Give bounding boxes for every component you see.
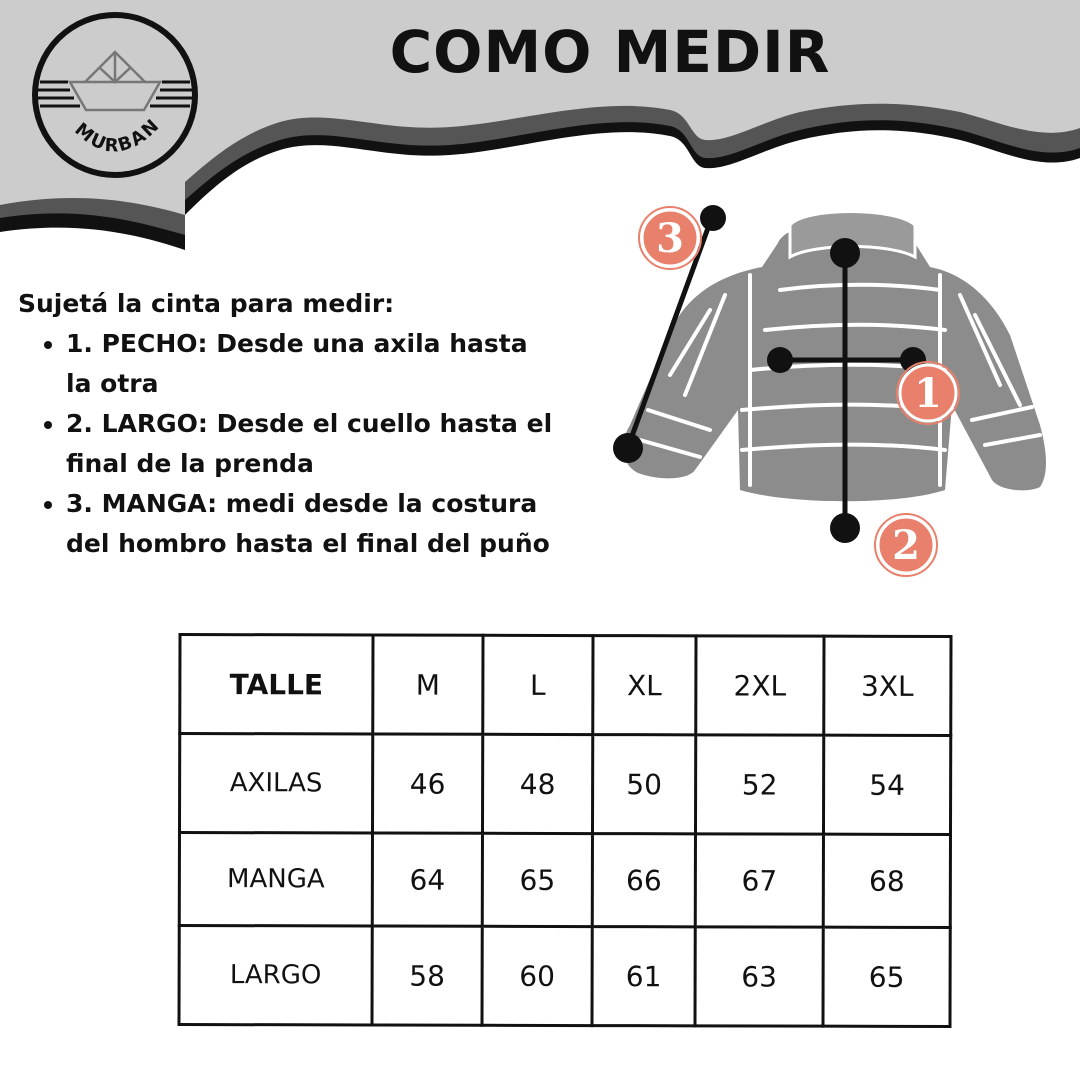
table-cell: 61 <box>592 927 695 1026</box>
table-cell: 58 <box>372 926 482 1025</box>
table-row <box>179 925 950 1026</box>
brand-name: MURBAN <box>70 114 165 157</box>
list-item: • 3. MANGA: medi desde la costura del hombro hasta el final del puño <box>66 484 578 564</box>
brand-logo <box>30 10 200 180</box>
table-cell: 48 <box>482 734 592 833</box>
table-cell: 52 <box>695 735 823 834</box>
table-cell: 60 <box>482 926 592 1025</box>
marker-2 <box>875 514 937 576</box>
size-header: M <box>373 635 483 734</box>
jacket-diagram <box>600 195 1070 585</box>
page-title: COMO MEDIR <box>389 18 831 86</box>
paper-boat-icon <box>70 52 160 110</box>
row-label: MANGA <box>179 832 372 926</box>
table-cell: 54 <box>823 735 950 834</box>
list-item: • 2. LARGO: Desde el cuello hasta el final de la prenda <box>66 404 578 484</box>
instructions-intro: Sujetá la cinta para medir: <box>18 289 395 318</box>
size-header: XL <box>593 636 696 735</box>
table-cell: 68 <box>823 834 950 927</box>
size-header: L <box>483 635 593 734</box>
table-header-cell: TALLE <box>180 634 373 734</box>
table-cell: 65 <box>823 927 950 1026</box>
size-header: 3XL <box>824 636 951 735</box>
table-cell: 50 <box>592 735 695 834</box>
svg-text:2: 2 <box>892 522 920 569</box>
size-header: 2XL <box>696 636 824 735</box>
instructions-list <box>18 324 578 564</box>
row-label: LARGO <box>179 925 372 1025</box>
table-cell: 63 <box>695 927 823 1026</box>
svg-text:MURBAN <box>71 114 165 156</box>
table-cell: 67 <box>695 834 823 927</box>
svg-text:3: 3 <box>656 215 684 262</box>
marker-3 <box>639 207 701 269</box>
svg-text:1: 1 <box>914 370 942 417</box>
table-row <box>179 832 950 927</box>
table-row <box>179 733 950 834</box>
table-cell: 64 <box>372 833 482 926</box>
marker-1 <box>897 362 959 424</box>
table-cell: 65 <box>482 833 592 926</box>
table-header-row <box>180 634 951 735</box>
row-label: AXILAS <box>179 733 372 833</box>
instructions <box>18 284 578 564</box>
list-item: • 1. PECHO: Desde una axila hasta la otra <box>66 324 578 404</box>
size-table <box>177 633 952 1028</box>
table-cell: 66 <box>592 834 695 927</box>
table-cell: 46 <box>372 734 482 833</box>
